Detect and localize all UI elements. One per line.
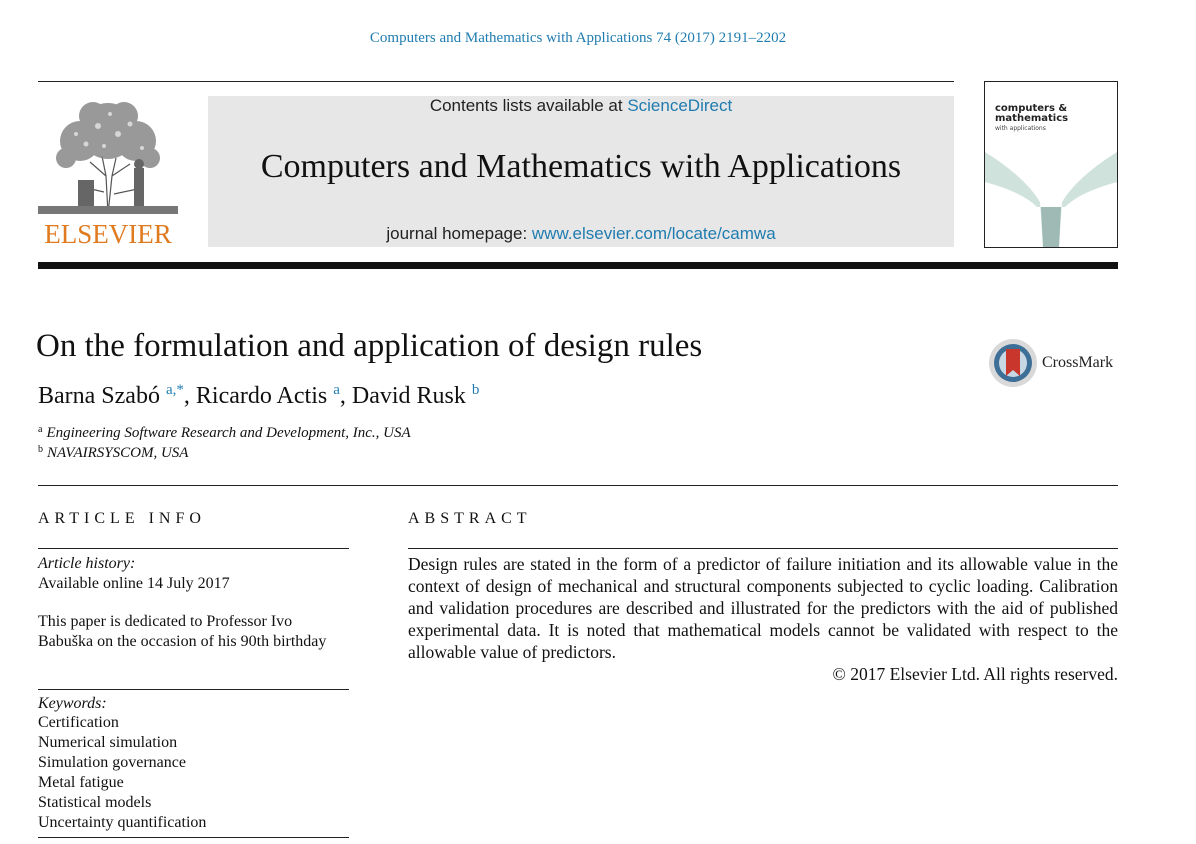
abstract-text: Design rules are stated in the form of a predictor of failure initiation and its allowable value in the context of design of mechanical and structural components subjected to cyclic loading. Calibration and validation procedures are described and illustrated for the predictors with the aid of published experimental data. It is noted that mathematical models cannot be validated with respect to the allowable value of predictors. [408, 554, 1118, 662]
abstract-rule [408, 548, 1118, 549]
author-affil-mark[interactable]: a [333, 382, 340, 398]
homepage-line [208, 224, 954, 244]
crossmark-icon [988, 338, 1040, 390]
homepage-prefix: journal homepage: [386, 224, 532, 243]
header-top-rule [38, 81, 954, 82]
crossmark-label: CrossMark [1042, 354, 1114, 371]
journal-citation[interactable]: Computers and Mathematics with Applications 74 (2017) 2191–2202 [369, 30, 787, 46]
keyword-item[interactable]: Simulation governance [38, 754, 186, 771]
elsevier-wordmark: ELSEVIER [44, 219, 172, 249]
contents-prefix: Contents lists available at [429, 96, 628, 115]
author-list: Barna Szabó $^{a,*}$, Ricardo Actis $^a$, David Rusk $^b$ [38, 382, 480, 409]
keyword-item[interactable]: Uncertainty quantification [38, 814, 207, 831]
cover-subtitle: with applications [995, 125, 1046, 132]
elsevier-logo[interactable] [38, 96, 178, 250]
cover-surface-graphic [985, 82, 1117, 247]
article-history-date: Available online 14 July 2017 [38, 575, 230, 592]
dedication-note: This paper is dedicated to Professor Ivo Babuška on the occasion of his 90th birthday [38, 613, 327, 650]
affiliation-text: NAVAIRSYSCOM, USA [47, 445, 189, 461]
section-rule [38, 485, 1118, 486]
keywords-list [38, 713, 338, 833]
keyword-item[interactable]: Numerical simulation [38, 734, 178, 751]
crossmark-button[interactable] [988, 338, 1120, 390]
header-thick-rule [38, 262, 1118, 269]
cover-title-line2: mathematics [995, 113, 1069, 124]
keywords-label: Keywords: [38, 695, 107, 712]
author-name[interactable]: Ricardo Actis [195, 383, 328, 409]
affiliation-a [38, 424, 411, 442]
elsevier-tree-icon [38, 96, 178, 216]
author-name[interactable]: David Rusk [351, 383, 466, 409]
keyword-item[interactable]: Certification [38, 714, 119, 731]
sciencedirect-link[interactable]: ScienceDirect [627, 96, 733, 115]
contents-line [208, 96, 954, 116]
bottom-rule [38, 837, 349, 838]
keyword-item[interactable]: Statistical models [38, 794, 152, 811]
journal-banner [208, 96, 954, 247]
journal-homepage-link[interactable]: www.elsevier.com/locate/camwa [531, 224, 776, 243]
author-affil-mark[interactable]: b [471, 382, 480, 398]
journal-name: Computers and Mathematics with Applications [260, 148, 902, 185]
abstract-heading: ABSTRACT [408, 510, 532, 527]
article-history-label: Article history: [38, 555, 136, 572]
cover-title-line1: computers & [995, 103, 1068, 114]
article-info-heading: ARTICLE INFO [38, 510, 206, 527]
affiliation-text: Engineering Software Research and Development, Inc., USA [46, 425, 411, 441]
affiliation-mark: b [38, 444, 43, 455]
affiliation-mark: a [38, 424, 43, 435]
author-affil-mark[interactable]: a,* [165, 382, 184, 398]
journal-cover-thumbnail[interactable] [984, 81, 1118, 248]
article-info-rule [38, 548, 349, 549]
keywords-rule [38, 689, 349, 690]
keyword-item[interactable]: Metal fatigue [38, 774, 124, 791]
copyright-notice: © 2017 Elsevier Ltd. All rights reserved. [832, 664, 1118, 684]
affiliation-b [38, 444, 188, 462]
article-title: On the formulation and application of design rules [36, 328, 703, 364]
author-name[interactable]: Barna Szabó [38, 383, 160, 409]
